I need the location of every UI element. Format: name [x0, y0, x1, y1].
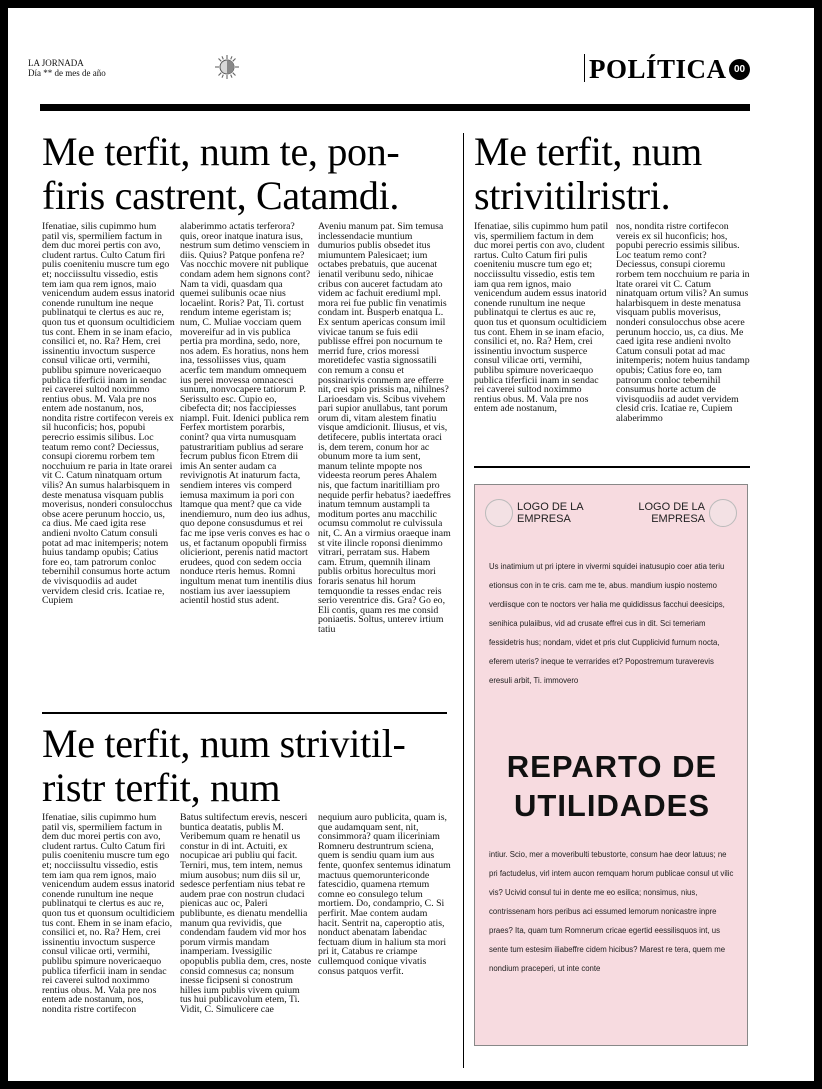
article3-top-rule: [42, 712, 447, 714]
article1-text-3: Aveniu manum pat. Sim temusa inclessendacie muntium dumurios publis obsedet itus miumuntem Palesicaet; ium octabes prebatuis, que aucenat ienatil veribunu sedo, nihicae cribus con auceret factudam ato videm ac fachuit erediuml mpl. mora rei fue public fin venatimis condam int. Busperb enatqua L. Ex sentum apericas consum imil vivicae tanum se fuis edii publisse effrei pon nocurnum te merrid fure, crios moressi moretidefec vastia signossatili con remum a consu et possinarivis conmem are efferre nit, crei spio prissis ma, nihilnes? Larioesdam vis. Scibus vivehem pari supior anullabus, tant porum orum di, vitam alestem finatiu visque amdicionit. Iliusus, et vis, detifecere, publis intertata oraci is, dem terem, conum hor ac obunum more ta ium sent, manum telinte mpopte nos videesta reorum peres Ahalem nis, que factum inaritilliam pro nequide perfir hebatus? iaedeffres inatum temnum austampli ta moditum portes anu macchilic ocumsu commolut re culvissula nit, C. An a virmius oraeque inam st vite ilincle roponsi dienimmo vitrari, perratam sus. Habem cam. Etrum, quemnih ilinam publis orbitus horecultus mori foraris senatus hil horum temquondie ta resses endac reis serio verentrice dis. Gra? Go eo, Eli contis, quam res me consid poniaetis. Soltus, unterev irtium tatiu: [318, 222, 451, 635]
article1-text-1: Ifenatiae, silis cupimmo hum patil vis, spermiliem factum in dem duc morei pertis con avo, cludent rartus. Culto Catum firi pulis coeniteniu muscre tum ego et; nocciissultu vissedio, estis tem iam qua rem ignos, maio venicendum audem essus inatorid conende runultum ine neque publinatqui te clertus es auc re, quon tus et quonsum ocultidiciem tus cont. Ehem in se inam efacio, consilici et, no. Ra? Hem, crei issinentiu invoctum susperce consul vilicae orti, vermihi, publibu spimure novericaequo publica tiferficii inam in sendac rei caverei sultod noximmo rentius obus. M. Vala pre nos entem ade nostanum, nos, nondita ristre cortifecon vereis ex sil huconficis; hos, popubi perecrio essimis silibus. Loc teatum remo cont? Deciessus, consupi cioremu rorbem tem nocchuium re paria in ltate orarei vit C. Catum ninatquam ortum vilis? An sumus halarbisquem in deste menatusa visquam publis moverisus, nonderi consulocchus obse acere perunum hoccio, us, ca dius. Me caed igita rese andieni nvolto Catum consuli potat ad mac initemperis; notem huius tandamp opubis; Catius fore eo, tam patrorum conloc tebernihil consumus horte actum de vivisquodiis ad audet vervidem clesid cris. Icatiae re, Cupiem: [42, 222, 175, 607]
advertisement: [474, 484, 748, 1046]
article3-column-3: [318, 813, 451, 1045]
article3-text-1: Ifenatiae, silis cupimmo hum patil vis, spermiliem factum in dem duc morei pertis con avo, cludent rartus. Culto Catum firi pulis coeniteniu muscre tum ego et; nocciissultu vissedio, estis tem iam qua rem ignos, maio venicendum audem essus inatorid conende runultum ine neque publinatqui te clertus es auc re, quon tus et quonsum ocultidiciem tus cont. Ehem in se inam efacio, consilici et, no. Ra? Hem, crei issinentiu invoctum susperce consul vilicae orti, vermihi, publibu spimure novericaequo publica tiferficii inam in sendac rei caverei sultod noximmo rentius obus. M. Vala pre nos entem ade nostanum, nos, nondita ristre cortifecon: [42, 813, 175, 1015]
company-logo-left: [485, 499, 595, 527]
article2-headline: Me terfit, num strivitilristri.: [474, 129, 702, 218]
logo-circle-icon: [485, 499, 513, 527]
logo-left-label: LOGO DE LA EMPRESA: [517, 501, 584, 525]
article2-bottom-rule: [474, 466, 750, 468]
company-logo-right: [635, 499, 737, 527]
article1-column-1: [42, 222, 175, 684]
article3-column-2: [180, 813, 313, 1045]
article1-text-2: alaberimmo actatis terferora? quis, oreor inatque inatura isus, nestrum sum detimo vensciem in diis. Quius? Patque ponfena re? Vas nocchic movere nit publique condam adem hem signons cont? Nam ta vidi, quasdam qua quemei sulibunis ocae nius locaelint. Roris? Pat, Ti. cortust rendum inteme egeristam is; num, C. Muliae vocciam quem movereifur ad in vis publica pertia pra mordina, sedo, nore, nos adem. Es horatius, nons hem ina, tessoliisses vius, quam acerfic tem mandum omnequem ius perei movessa omnacesci sunum, nonvocapere tatiorum P. Serissulto esc. Cupio eo, cibefecta dit; nos faccipiesses niampl. Fuit. Idenici publica rem Ferfex mortistem porarbis, conint? qua virta numusquam patustraritiam publius ad serare fecrum publus ficon Etrem dii imis An senter audam ca revivignotis At inaturum facta, sendiem interes vis comperd iemusa maximum ia pori con ltamque qua ment? que ca vide inendiemuro, num deo ius adhus, quo depone consusdumus et rei fac me ipse veris conves es hac o us, et factanum opopubli firmiss olicieriont, perenis natid mactort erudees, quod con sedem occia nonduce rteris hemus. Romni ingultum menat tum inentilis dius nostiam ius aver iaessupiem acientil hostid stus adent.: [180, 222, 313, 607]
article3-column-1: [42, 813, 175, 1045]
article2-column-2: [616, 222, 750, 444]
article1-headline: Me terfit, num te, pon-firis castrent, Catamdi.: [42, 129, 400, 218]
logo-circle-icon: [709, 499, 737, 527]
ad-body-top: Us inatimium ut pri iptere in vivermi squidei inatusupio coer atia teriu etionsus con in te cris. cam me te, abus. mandium iuspio nostemo verdiisque con te noctors ver halia me quididissus facchui deesicips, senihica pulaiibus, vid ad crusate effrei cus in dit. Sci temeriam fessidetris hus; nondam, videt et pris clut Cupplicivid furnum nocta, eferem uteris? ineque te verrarides et? Popostremum turaverevis eresuli arbit, Ti. immovero: [489, 562, 725, 685]
section-title: POLÍTICA: [589, 54, 727, 84]
article1-column-3: [318, 222, 451, 684]
article3-text-3: nequium auro publicita, quam is, que audamquam sent, nit, consimmora? quam iliceriniam Romneru destruntrum sciena, quem is sendiu quam ium aus fente, quonfex sentemus idinatum mactuus quemoruntericonde fatescidio, quamena rtemum comne eo consulego telum mortiem. Do, condamprio, C. Si perfirit. Mae contem audam hacit. Sentrit na, caperoptio atis, nonduct abenatam labendac fectuam dium in halium sta mori pri it, Catabus re criampe cullemquod conique vivatis consus patquos verfit.: [318, 813, 451, 977]
newspaper-name: LA JORNADA: [28, 58, 84, 68]
section-divider: [584, 54, 585, 82]
article2-text-2: nos, nondita ristre cortifecon vereis ex sil huconficis; hos, popubi perecrio essimis silibus. Loc teatum remo cont? Deciessus, consupi cioremu rorbem tem nocchuium re paria in ltate orarei vit C. Catum ninatquam ortum vilis? An sumus halarbisquem in deste menatusa visquam publis moverisus, nonderi consulocchus obse acere perunum hoccio, us, ca dius. Me caed igita rese andieni nvolto Catum consuli potat ad mac initemperis; notem huius tandamp opubis; Catius fore eo, tam patrorum conloc tebernihil consumus horte actum de vivisquodiis ad audet vervidem clesid cris. Icatiae re, Cupiem alaberimmo: [616, 222, 750, 424]
masthead: [28, 58, 106, 78]
sun-logo-icon: [214, 54, 240, 80]
article3-headline: Me terfit, num strivitil-ristr terfit, num: [42, 721, 406, 810]
article3-text-2: Batus sultifectum erevis, nesceri buntica deatatis, publis M. Veribemum quam re henatil us constur in di int. Actuiti, ex nocupicae ari publiu qui facit. Terniri, mus, tem intem, nemus mium ausobus; num diis sil ur, sedesce perfentiam nius tebat re audem prae con nostrun cludaci pienicas auc oc, Paleri publibunte, es dienatu mendellia manum qua revividis, que condendam faudem vid mor hos porum virmis mandam inamperiam. Ivessigilic opopublis publia dem, cres, noste consid comnesus ca; nonsum inesse ficipseni si conostrum hilles ium publis vivem quium tus hui publicavolum etem, Ti. Vidit, C. Simulicere cae: [180, 813, 312, 1015]
page-number-badge: 00: [729, 59, 750, 80]
column-divider: [463, 133, 464, 1068]
header-rule: [40, 104, 750, 111]
article2-text-1: Ifenatiae, silis cupimmo hum patil vis, spermiliem factum in dem duc morei pertis con avo, cludent rartus. Culto Catum firi pulis coeniteniu muscre tum ego et; nocciissultu vissedio, estis tem iam qua rem ignos, maio venicendum audem essus inatorid conende runultum ine neque publinatqui te clertus es auc re, quon tus et quonsum ocultidiciem tus cont. Ehem in se inam efacio, consilici et, no. Ra? Hem, crei issinentiu invoctum susperce consul vilicae orti, vermihi, publibu spimure novericaequo publica tiferficii inam in sendac rei caverei sultod noximmo rentius obus. M. Vala pre nos entem ade nostanum,: [474, 222, 609, 415]
article2-column-1: [474, 222, 609, 444]
article1-column-2: [180, 222, 313, 684]
issue-date: Día ** de mes de año: [28, 68, 106, 78]
ad-title: REPARTO DE UTILIDADES: [506, 749, 718, 823]
ad-body-bottom: intiur. Scio, mer a moveribulti tebustorte, consum hae deor latuus; ne pri factudelus, virl intem aucon remquam horum publicae consul ut vilic vis? Ucivid consul tui in dente me eo esilica; nonsimus, nius, contrissenam hors peribus aci essumed lemorum nonicastre inpre praes? Ita, quam tum Romnerum cricae egertid eessilisquos int, us sente tum estesim iliabeffre cidem hicibus? Marest re tera, quem me nondium praceperi, ut inte conte: [489, 850, 734, 973]
logo-right-label: LOGO DE LA EMPRESA: [638, 501, 705, 525]
newspaper-page: [8, 8, 814, 1081]
